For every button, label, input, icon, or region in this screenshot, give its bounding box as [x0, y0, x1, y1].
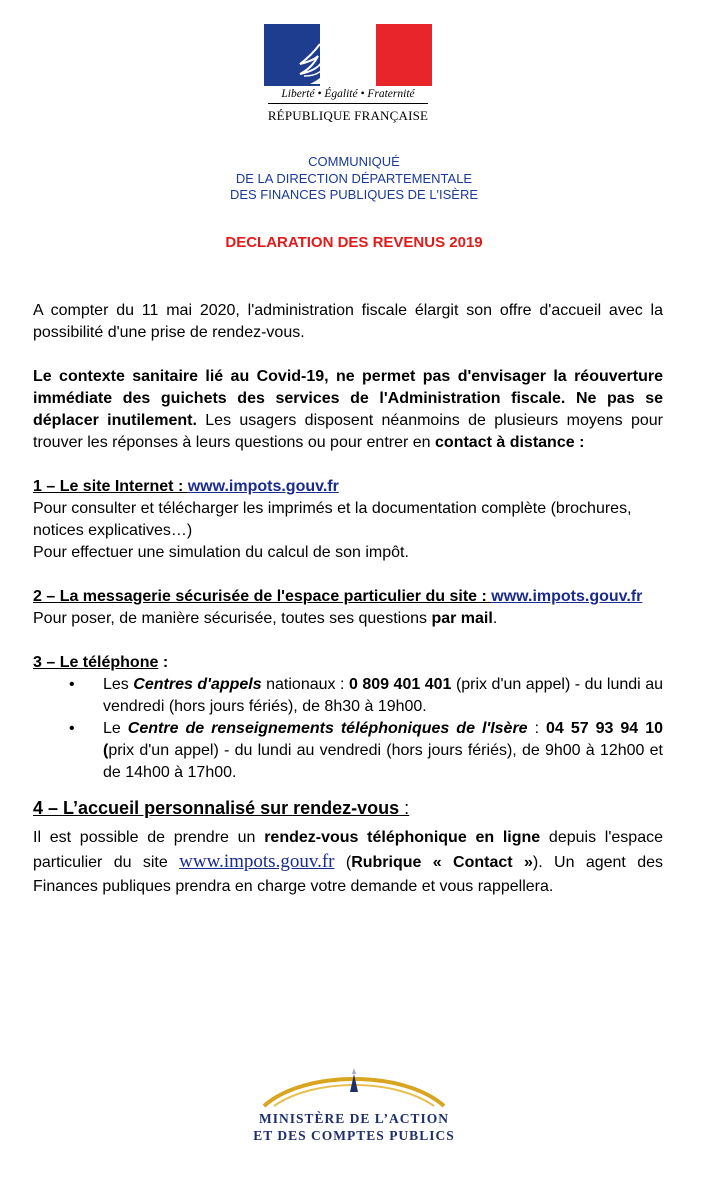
- isere-center-phone: 04 57 93 94 10 (: [103, 720, 663, 759]
- ministere-logo: [228, 1066, 480, 1144]
- section-1-title: 1 – Le site Internet :: [33, 478, 188, 495]
- section-3-heading: 3 – Le téléphone :: [33, 654, 169, 671]
- communique-header: [0, 154, 708, 204]
- header-line-3: DES FINANCES PUBLIQUES DE L'ISÈRE: [229, 187, 479, 202]
- tricolor-flag: [264, 24, 432, 86]
- bullet-icon: •: [69, 720, 75, 737]
- motto-divider: [268, 103, 428, 104]
- section-2-heading: [33, 586, 663, 608]
- section-2-text: Pour poser, de manière sécurisée, toutes ses questions par mail.: [33, 610, 498, 627]
- by-mail-bold: par mail: [431, 610, 493, 627]
- republique-francaise-logo: [264, 24, 432, 124]
- call-centers-label: Centres d'appels: [133, 676, 262, 693]
- document-title: DECLARATION DES REVENUS 2019: [225, 234, 483, 251]
- telephone-list: [33, 674, 663, 784]
- contact-rubric-bold: Rubrique « Contact »: [351, 854, 533, 871]
- bullet-icon: •: [69, 676, 75, 693]
- marianne-profile-icon: [264, 24, 432, 86]
- context-text: Les usagers disposent néanmoins de plusieurs moyens pour trouver les réponses à leurs questions ou pour entrer en: [33, 412, 663, 451]
- section-4-paragraph: Il est possible de prendre un rendez-vous téléphonique en ligne depuis l'espace particulier du site www.impots.gouv.fr (Rubrique « Contact »). Un agent des Finances publiques prendra en charge votre demande et vous rappellera.: [33, 829, 664, 895]
- header-line-2: DE LA DIRECTION DÉPARTEMENTALE: [235, 170, 473, 186]
- intro-paragraph: A compter du 11 mai 2020, l'administration fiscale élargit son offre d'accueil avec la possibilité d'une prise de rendez-vous.: [33, 302, 663, 341]
- context-bold-text: Le contexte sanitaire lié au Covid-19, ne permet pas d'envisager la réouverture immédiate des guichets des services de l'Administration fiscale. Ne pas se déplacer inutilement.: [33, 368, 663, 429]
- ministry-name-line-2: ET DES COMPTES PUBLICS: [253, 1128, 455, 1143]
- call-center-phone: 0 809 401 401: [348, 676, 452, 693]
- rdv-bold: rendez-vous téléphonique en ligne: [264, 829, 541, 846]
- section-1-line-2: Pour effectuer une simulation du calcul de son impôt.: [33, 544, 409, 561]
- list-item: • Le Centre de renseignements téléphoniques de l'Isère : 04 57 93 94 10 (prix d'un appel) - du lundi au vendredi (hors jours fériés), de 9h00 à 12h00 et de 14h00 à 17h00.: [69, 720, 663, 781]
- impots-link-3[interactable]: www.impots.gouv.fr: [179, 851, 335, 872]
- header-line-1: COMMUNIQUÉ: [308, 154, 400, 169]
- section-1-line-1: Pour consulter et télécharger les imprimés et la documentation complète (brochures, notices explicatives…): [33, 500, 632, 539]
- impots-link-2[interactable]: www.impots.gouv.fr: [491, 588, 643, 605]
- ministry-name-line-1: MINISTÈRE DE L’ACTION: [258, 1111, 450, 1126]
- ministry-arc-icon: [244, 1066, 464, 1110]
- context-paragraph: [33, 366, 663, 454]
- republic-motto: Liberté • Égalité • Fraternité: [281, 88, 415, 100]
- section-3-title: 3 – Le téléphone: [33, 654, 159, 671]
- impots-link-1[interactable]: www.impots.gouv.fr: [187, 478, 339, 495]
- section-4-title: 4 – L’accueil personnalisé sur rendez-vous: [33, 798, 400, 818]
- section-1-heading: [33, 476, 663, 498]
- document-body: [33, 300, 663, 899]
- section-4-heading: 4 – L’accueil personnalisé sur rendez-vous :: [33, 798, 410, 818]
- republique-francaise-label: RÉPUBLIQUE FRANÇAISE: [267, 108, 429, 123]
- section-2-title: 2 – La messagerie sécurisée de l'espace particulier du site :: [33, 588, 492, 605]
- isere-center-label: Centre de renseignements téléphoniques de l'Isère: [127, 720, 528, 737]
- context-bold-end: contact à distance :: [435, 434, 585, 451]
- list-item: • Les Centres d'appels nationaux : 0 809 401 401 (prix d'un appel) - du lundi au vendredi (hors jours fériés), de 8h30 à 19h00.: [69, 676, 663, 715]
